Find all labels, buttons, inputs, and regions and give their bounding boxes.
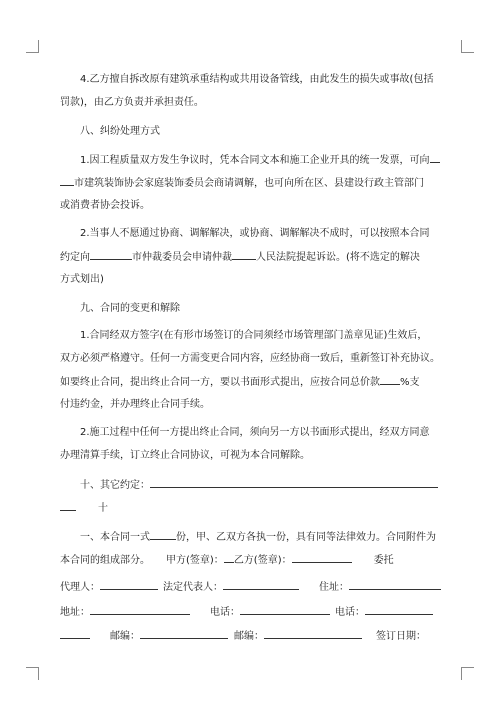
crop-mark-top-right [461, 40, 474, 53]
crop-mark-bottom-right [461, 667, 474, 680]
blank [223, 577, 299, 590]
clause-11-line-2: 本合同的组成部分。 甲方(签章)： 乙方(签章)： 委托 [60, 550, 440, 570]
clause-change-2-line-2: 办理清算手续，订立终止合同协议，可视为本合同解除。 [60, 450, 310, 461]
blank [100, 577, 158, 590]
clause-change-1-line-4: 付违约金，并办理终止合同手续。 [60, 399, 210, 410]
blank [240, 602, 330, 615]
clause-change-1-line-3: 如要终止合同，提出终止合同一方，要以书面形式提出，应按合同总价款 %支 [60, 372, 440, 392]
blank [430, 150, 440, 163]
clause-change-1-line-2: 双方必须严格遵守。任何一方需变更合同内容，应经协商一致后，重新签订补充协议。 [60, 353, 440, 364]
clause-dispute-2-line-2: 约定向 市仲裁委员会申请仲裁 人民法院提起诉讼。(将不选定的解决 [60, 247, 440, 267]
clause-change-1-line-1: 1.合同经双方签字(在有形市场签订的合同须经市场管理部门盖章见证)生效后， [80, 330, 428, 341]
section-10-heading: 十、其它约定： [60, 475, 440, 495]
clause-8-4-line-1: 4.乙方擅自拆改原有建筑承重结构或共用设备管线，由此发生的损失或事故(包括 [80, 74, 434, 85]
clause-dispute-1-line-1: 1.因工程质量双方发生争议时，凭本合同文本和施工企业开具的统一发票，可向 [60, 150, 440, 170]
section-8-heading: 八、纠纷处理方式 [80, 126, 160, 137]
signature-line-3: 邮编： 邮编： 签订日期： [60, 626, 440, 646]
blank [60, 626, 90, 639]
crop-mark-top-left [26, 40, 39, 53]
blank [224, 550, 234, 563]
blank [90, 602, 190, 615]
blank [140, 626, 228, 639]
signature-line-2: 地址： 电话： 电话： [60, 602, 440, 622]
clause-8-4-line-2: 罚款)，由乙方负责并承担责任。 [60, 97, 204, 108]
signature-line-1: 代理人： 法定代表人： 住址： [60, 577, 440, 597]
clause-dispute-1-line-2: 市建筑装饰协会家庭装饰委员会商请调解，也可向所在区、县建设行政主管部门 [60, 173, 440, 193]
section-10-continuation: 十 [60, 498, 440, 518]
blank [60, 173, 74, 186]
section-9-heading: 九、合同的变更和解除 [80, 303, 180, 314]
blank [150, 527, 176, 540]
clause-dispute-2-line-1: 2.当事人不愿通过协商、调解解决，或协商、调解解决不成时，可以按照本合同 [80, 228, 430, 239]
blank [349, 577, 441, 590]
blank [60, 498, 76, 511]
clause-dispute-1-line-3: 或消费者协会投诉。 [60, 200, 150, 211]
clause-11-line-1: 一、本合同一式 份，甲、乙双方各执一份，具有同等法律效力。合同附件为 [60, 527, 440, 547]
crop-mark-bottom-left [26, 667, 39, 680]
blank [292, 550, 352, 563]
clause-dispute-2-line-3: 方式划出) [60, 274, 104, 285]
blank [150, 475, 438, 488]
blank [232, 247, 256, 260]
blank [365, 602, 433, 615]
blank [90, 247, 132, 260]
blank [264, 626, 362, 639]
clause-change-2-line-1: 2.施工过程中任何一方提出终止合同，须向另一方以书面形式提出，经双方同意 [80, 427, 430, 438]
blank [380, 372, 400, 385]
